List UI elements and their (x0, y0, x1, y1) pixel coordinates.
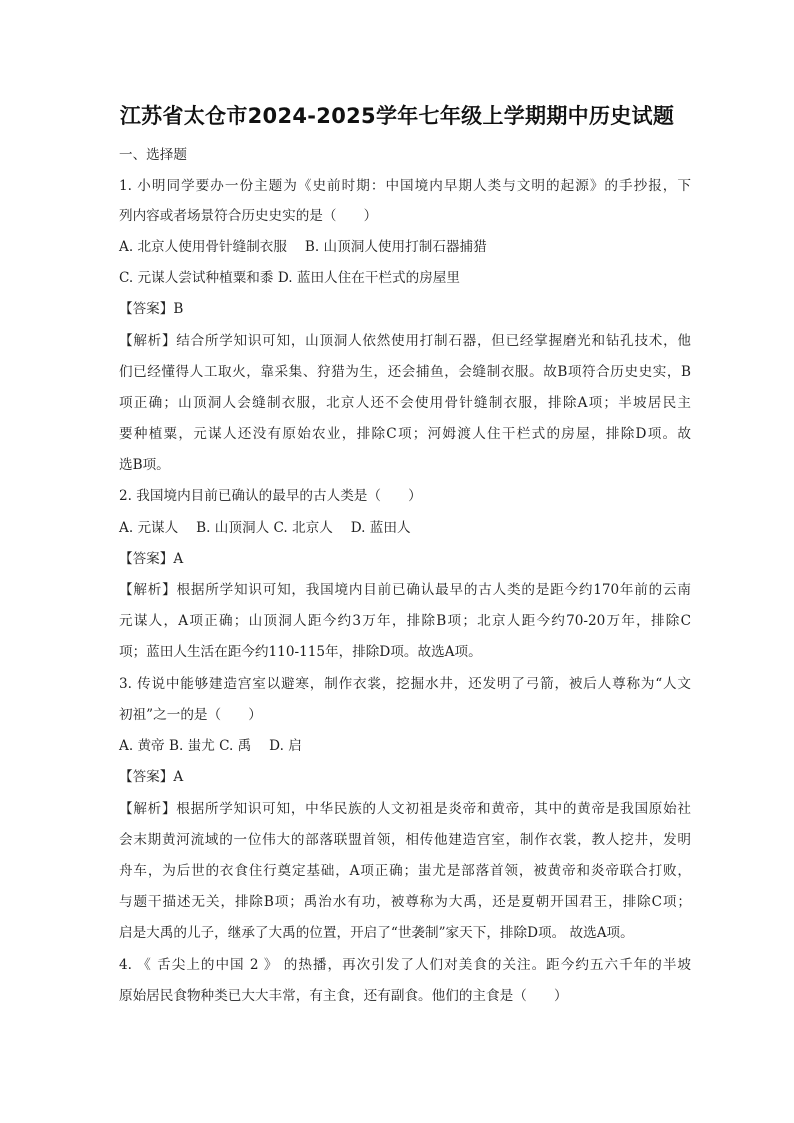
question-4-stem: 4. 《 舌尖上的中国 2 》 的热播，再次引发了人们对美食的关注。距今约五六千年的半坡 (119, 957, 691, 973)
question-3-analysis-line: 会末期黄河流域的一位伟大的部落联盟首领，相传他建造宫室，制作衣裳，教人挖井，发明 (119, 832, 691, 848)
section-heading: 一、选择题 (119, 147, 187, 163)
question-3-analysis-line: 舟车，为后世的衣食住行奠定基础，A项正确；蚩尤是部落首领，被黄帝和炎帝联合打败， (119, 863, 691, 879)
question-2-analysis: 【解析】根据所学知识可知，我国境内目前已确认最早的古人类的是距今约170年前的云南 (119, 582, 691, 598)
question-1-options-cd: C. 元谋人尝试种植粟和黍 D. 蓝田人住在干栏式的房屋里 (119, 270, 460, 286)
question-3-options: A. 黄帝 B. 蚩尤 C. 禹 D. 启 (119, 738, 302, 754)
question-1-analysis-line: 项正确；山顶洞人会缝制衣服，北京人还不会使用骨针缝制衣服，排除A项；半坡居民主 (119, 395, 691, 411)
question-1-stem-cont: 列内容或者场景符合历史史实的是（ ） (119, 208, 378, 224)
question-2-stem: 2. 我国境内目前已确认的最早的古人类是（ ） (119, 488, 422, 504)
document-title: 江苏省太仓市2024-2025学年七年级上学期期中历史试题 (119, 104, 675, 128)
question-2-analysis-line: 元谋人，A项正确；山顶洞人距今约3万年，排除B项；北京人距今约70-20万年，排除C (119, 613, 691, 629)
question-3-analysis-line: 启是大禹的儿子，继承了大禹的位置，开启了“世袭制”家天下，排除D项。 故选A项。 (119, 925, 634, 941)
question-1-analysis-line: 要种植粟，元谋人还没有原始农业，排除C项；河姆渡人住干栏式的房屋，排除D项。故 (119, 426, 691, 442)
question-1-stem: 1. 小明同学要办一份主题为《史前时期：中国境内早期人类与文明的起源》的手抄报，下 (119, 178, 691, 194)
question-1-options-ab: A. 北京人使用骨针缝制衣服 B. 山顶洞人使用打制石器捕猎 (119, 239, 487, 255)
question-1-analysis-line: 选B项。 (119, 457, 170, 473)
question-4-stem-cont: 原始居民食物种类已大大丰常，有主食，还有副食。他们的主食是（ ） (119, 988, 568, 1004)
question-1-analysis-line: 们已经懂得人工取火，靠采集、狩猎为生，还会捕鱼，会缝制衣服。故B项符合历史史实，B (119, 364, 691, 380)
question-3-analysis-line: 与题干描述无关，排除B项；禹治水有功，被尊称为大禹，还是夏朝开国君王，排除C项； (119, 894, 691, 910)
question-1-analysis: 【解析】结合所学知识可知，山顶洞人依然使用打制石器，但已经掌握磨光和钻孔技术，他 (119, 333, 691, 349)
question-1-answer: 【答案】B (119, 301, 184, 317)
question-3-stem-cont: 初祖”之一的是（ ） (119, 707, 262, 723)
question-2-options: A. 元谋人 B. 山顶洞人 C. 北京人 D. 蓝田人 (119, 520, 411, 536)
question-3-stem: 3. 传说中能够建造宫室以避寒，制作衣裳，挖掘水井，还发明了弓箭，被后人尊称为“人文 (119, 676, 691, 692)
question-3-answer: 【答案】A (119, 769, 184, 785)
question-3-analysis: 【解析】根据所学知识可知，中华民族的人文初祖是炎帝和黄帝，其中的黄帝是我国原始社 (119, 801, 691, 817)
question-2-analysis-line: 项；蓝田人生活在距今约110-115年，排除D项。故选A项。 (119, 644, 482, 660)
question-2-answer: 【答案】A (119, 551, 184, 567)
